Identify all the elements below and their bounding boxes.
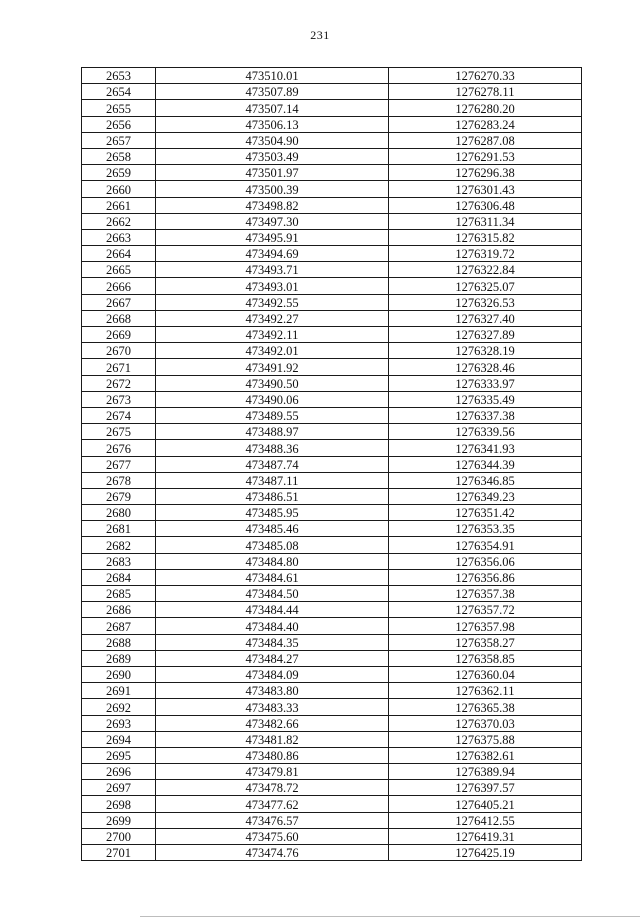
x-coordinate-cell: 473510.01 [156, 68, 389, 84]
y-coordinate-cell: 1276333.97 [389, 375, 582, 391]
table-row [82, 666, 582, 682]
x-coordinate-cell: 473484.44 [156, 602, 389, 618]
x-coordinate-cell: 473485.46 [156, 521, 389, 537]
x-coordinate-cell: 473478.72 [156, 780, 389, 796]
table-row [82, 165, 582, 181]
x-coordinate-cell: 473484.35 [156, 634, 389, 650]
table-row [82, 521, 582, 537]
point-number-cell: 2653 [82, 68, 156, 84]
x-coordinate-cell: 473474.76 [156, 845, 389, 861]
point-number-cell: 2697 [82, 780, 156, 796]
x-coordinate-cell: 473487.11 [156, 472, 389, 488]
x-coordinate-cell: 473484.09 [156, 666, 389, 682]
point-number-cell: 2677 [82, 456, 156, 472]
y-coordinate-cell: 1276360.04 [389, 666, 582, 682]
y-coordinate-cell: 1276325.07 [389, 278, 582, 294]
point-number-cell: 2665 [82, 262, 156, 278]
table-row [82, 310, 582, 326]
table-row [82, 650, 582, 666]
x-coordinate-cell: 473492.27 [156, 310, 389, 326]
y-coordinate-cell: 1276419.31 [389, 828, 582, 844]
table-row [82, 116, 582, 132]
point-number-cell: 2679 [82, 488, 156, 504]
point-number-cell: 2693 [82, 715, 156, 731]
point-number-cell: 2700 [82, 828, 156, 844]
y-coordinate-cell: 1276375.88 [389, 731, 582, 747]
y-coordinate-cell: 1276327.40 [389, 310, 582, 326]
y-coordinate-cell: 1276346.85 [389, 472, 582, 488]
x-coordinate-cell: 473490.50 [156, 375, 389, 391]
point-number-cell: 2684 [82, 569, 156, 585]
point-number-cell: 2658 [82, 148, 156, 164]
table-row [82, 148, 582, 164]
point-number-cell: 2701 [82, 845, 156, 861]
coordinate-table [81, 67, 582, 861]
point-number-cell: 2698 [82, 796, 156, 812]
point-number-cell: 2664 [82, 246, 156, 262]
y-coordinate-cell: 1276339.56 [389, 424, 582, 440]
x-coordinate-cell: 473482.66 [156, 715, 389, 731]
x-coordinate-cell: 473483.33 [156, 699, 389, 715]
x-coordinate-cell: 473479.81 [156, 764, 389, 780]
point-number-cell: 2685 [82, 586, 156, 602]
point-number-cell: 2689 [82, 650, 156, 666]
point-number-cell: 2691 [82, 683, 156, 699]
y-coordinate-cell: 1276382.61 [389, 747, 582, 763]
table-row [82, 197, 582, 213]
x-coordinate-cell: 473488.97 [156, 424, 389, 440]
point-number-cell: 2654 [82, 84, 156, 100]
table-row [82, 796, 582, 812]
table-row [82, 327, 582, 343]
y-coordinate-cell: 1276341.93 [389, 440, 582, 456]
point-number-cell: 2672 [82, 375, 156, 391]
y-coordinate-cell: 1276328.46 [389, 359, 582, 375]
table-row [82, 505, 582, 521]
table-row [82, 278, 582, 294]
x-coordinate-cell: 473492.55 [156, 294, 389, 310]
x-coordinate-cell: 473506.13 [156, 116, 389, 132]
x-coordinate-cell: 473492.11 [156, 327, 389, 343]
page-number: 231 [310, 28, 330, 42]
y-coordinate-cell: 1276357.98 [389, 618, 582, 634]
y-coordinate-cell: 1276356.86 [389, 569, 582, 585]
y-coordinate-cell: 1276291.53 [389, 148, 582, 164]
x-coordinate-cell: 473494.69 [156, 246, 389, 262]
y-coordinate-cell: 1276306.48 [389, 197, 582, 213]
y-coordinate-cell: 1276357.38 [389, 586, 582, 602]
x-coordinate-cell: 473481.82 [156, 731, 389, 747]
x-coordinate-cell: 473488.36 [156, 440, 389, 456]
x-coordinate-cell: 473484.61 [156, 569, 389, 585]
y-coordinate-cell: 1276283.24 [389, 116, 582, 132]
y-coordinate-cell: 1276412.55 [389, 812, 582, 828]
point-number-cell: 2662 [82, 213, 156, 229]
y-coordinate-cell: 1276326.53 [389, 294, 582, 310]
table-row [82, 181, 582, 197]
point-number-cell: 2657 [82, 132, 156, 148]
coordinate-table-body [82, 68, 582, 861]
y-coordinate-cell: 1276351.42 [389, 505, 582, 521]
y-coordinate-cell: 1276358.27 [389, 634, 582, 650]
x-coordinate-cell: 473495.91 [156, 229, 389, 245]
x-coordinate-cell: 473483.80 [156, 683, 389, 699]
table-row [82, 569, 582, 585]
x-coordinate-cell: 473493.01 [156, 278, 389, 294]
y-coordinate-cell: 1276319.72 [389, 246, 582, 262]
point-number-cell: 2699 [82, 812, 156, 828]
table-row [82, 618, 582, 634]
table-row [82, 812, 582, 828]
x-coordinate-cell: 473498.82 [156, 197, 389, 213]
x-coordinate-cell: 473507.89 [156, 84, 389, 100]
x-coordinate-cell: 473484.80 [156, 553, 389, 569]
table-row [82, 828, 582, 844]
point-number-cell: 2686 [82, 602, 156, 618]
point-number-cell: 2680 [82, 505, 156, 521]
y-coordinate-cell: 1276270.33 [389, 68, 582, 84]
table-row [82, 537, 582, 553]
table-row [82, 262, 582, 278]
point-number-cell: 2682 [82, 537, 156, 553]
point-number-cell: 2663 [82, 229, 156, 245]
point-number-cell: 2660 [82, 181, 156, 197]
y-coordinate-cell: 1276354.91 [389, 537, 582, 553]
y-coordinate-cell: 1276311.34 [389, 213, 582, 229]
point-number-cell: 2694 [82, 731, 156, 747]
table-row [82, 586, 582, 602]
point-number-cell: 2655 [82, 100, 156, 116]
y-coordinate-cell: 1276405.21 [389, 796, 582, 812]
x-coordinate-cell: 473484.50 [156, 586, 389, 602]
point-number-cell: 2683 [82, 553, 156, 569]
point-number-cell: 2656 [82, 116, 156, 132]
table-row [82, 634, 582, 650]
x-coordinate-cell: 473497.30 [156, 213, 389, 229]
table-row [82, 488, 582, 504]
table-row [82, 456, 582, 472]
y-coordinate-cell: 1276353.35 [389, 521, 582, 537]
table-row [82, 84, 582, 100]
table-row [82, 100, 582, 116]
x-coordinate-cell: 473484.40 [156, 618, 389, 634]
page-bottom-rule [140, 916, 640, 917]
y-coordinate-cell: 1276397.57 [389, 780, 582, 796]
point-number-cell: 2676 [82, 440, 156, 456]
table-row [82, 246, 582, 262]
table-row [82, 764, 582, 780]
x-coordinate-cell: 473504.90 [156, 132, 389, 148]
y-coordinate-cell: 1276425.19 [389, 845, 582, 861]
y-coordinate-cell: 1276356.06 [389, 553, 582, 569]
point-number-cell: 2666 [82, 278, 156, 294]
x-coordinate-cell: 473487.74 [156, 456, 389, 472]
x-coordinate-cell: 473477.62 [156, 796, 389, 812]
x-coordinate-cell: 473485.08 [156, 537, 389, 553]
x-coordinate-cell: 473490.06 [156, 391, 389, 407]
table-row [82, 699, 582, 715]
point-number-cell: 2678 [82, 472, 156, 488]
point-number-cell: 2675 [82, 424, 156, 440]
point-number-cell: 2659 [82, 165, 156, 181]
x-coordinate-cell: 473491.92 [156, 359, 389, 375]
table-row [82, 602, 582, 618]
table-row [82, 424, 582, 440]
table-row [82, 440, 582, 456]
y-coordinate-cell: 1276362.11 [389, 683, 582, 699]
table-row [82, 683, 582, 699]
table-row [82, 731, 582, 747]
point-number-cell: 2687 [82, 618, 156, 634]
y-coordinate-cell: 1276280.20 [389, 100, 582, 116]
x-coordinate-cell: 473503.49 [156, 148, 389, 164]
y-coordinate-cell: 1276370.03 [389, 715, 582, 731]
table-row [82, 472, 582, 488]
table-row [82, 213, 582, 229]
y-coordinate-cell: 1276337.38 [389, 407, 582, 423]
y-coordinate-cell: 1276328.19 [389, 343, 582, 359]
x-coordinate-cell: 473485.95 [156, 505, 389, 521]
table-row [82, 407, 582, 423]
x-coordinate-cell: 473500.39 [156, 181, 389, 197]
table-row [82, 780, 582, 796]
point-number-cell: 2667 [82, 294, 156, 310]
y-coordinate-cell: 1276335.49 [389, 391, 582, 407]
point-number-cell: 2674 [82, 407, 156, 423]
point-number-cell: 2668 [82, 310, 156, 326]
table-row [82, 294, 582, 310]
x-coordinate-cell: 473489.55 [156, 407, 389, 423]
x-coordinate-cell: 473507.14 [156, 100, 389, 116]
x-coordinate-cell: 473476.57 [156, 812, 389, 828]
y-coordinate-cell: 1276327.89 [389, 327, 582, 343]
y-coordinate-cell: 1276301.43 [389, 181, 582, 197]
y-coordinate-cell: 1276322.84 [389, 262, 582, 278]
x-coordinate-cell: 473501.97 [156, 165, 389, 181]
point-number-cell: 2681 [82, 521, 156, 537]
point-number-cell: 2695 [82, 747, 156, 763]
point-number-cell: 2690 [82, 666, 156, 682]
y-coordinate-cell: 1276287.08 [389, 132, 582, 148]
table-row [82, 343, 582, 359]
x-coordinate-cell: 473480.86 [156, 747, 389, 763]
table-row [82, 68, 582, 84]
x-coordinate-cell: 473484.27 [156, 650, 389, 666]
x-coordinate-cell: 473492.01 [156, 343, 389, 359]
table-row [82, 715, 582, 731]
point-number-cell: 2696 [82, 764, 156, 780]
point-number-cell: 2669 [82, 327, 156, 343]
table-row [82, 375, 582, 391]
point-number-cell: 2673 [82, 391, 156, 407]
table-row [82, 359, 582, 375]
point-number-cell: 2692 [82, 699, 156, 715]
table-row [82, 229, 582, 245]
table-row [82, 132, 582, 148]
x-coordinate-cell: 473493.71 [156, 262, 389, 278]
y-coordinate-cell: 1276278.11 [389, 84, 582, 100]
table-row [82, 845, 582, 861]
y-coordinate-cell: 1276357.72 [389, 602, 582, 618]
point-number-cell: 2661 [82, 197, 156, 213]
point-number-cell: 2688 [82, 634, 156, 650]
table-row [82, 747, 582, 763]
y-coordinate-cell: 1276365.38 [389, 699, 582, 715]
table-row [82, 391, 582, 407]
x-coordinate-cell: 473486.51 [156, 488, 389, 504]
point-number-cell: 2670 [82, 343, 156, 359]
y-coordinate-cell: 1276389.94 [389, 764, 582, 780]
y-coordinate-cell: 1276358.85 [389, 650, 582, 666]
y-coordinate-cell: 1276296.38 [389, 165, 582, 181]
y-coordinate-cell: 1276349.23 [389, 488, 582, 504]
point-number-cell: 2671 [82, 359, 156, 375]
y-coordinate-cell: 1276344.39 [389, 456, 582, 472]
y-coordinate-cell: 1276315.82 [389, 229, 582, 245]
table-row [82, 553, 582, 569]
x-coordinate-cell: 473475.60 [156, 828, 389, 844]
